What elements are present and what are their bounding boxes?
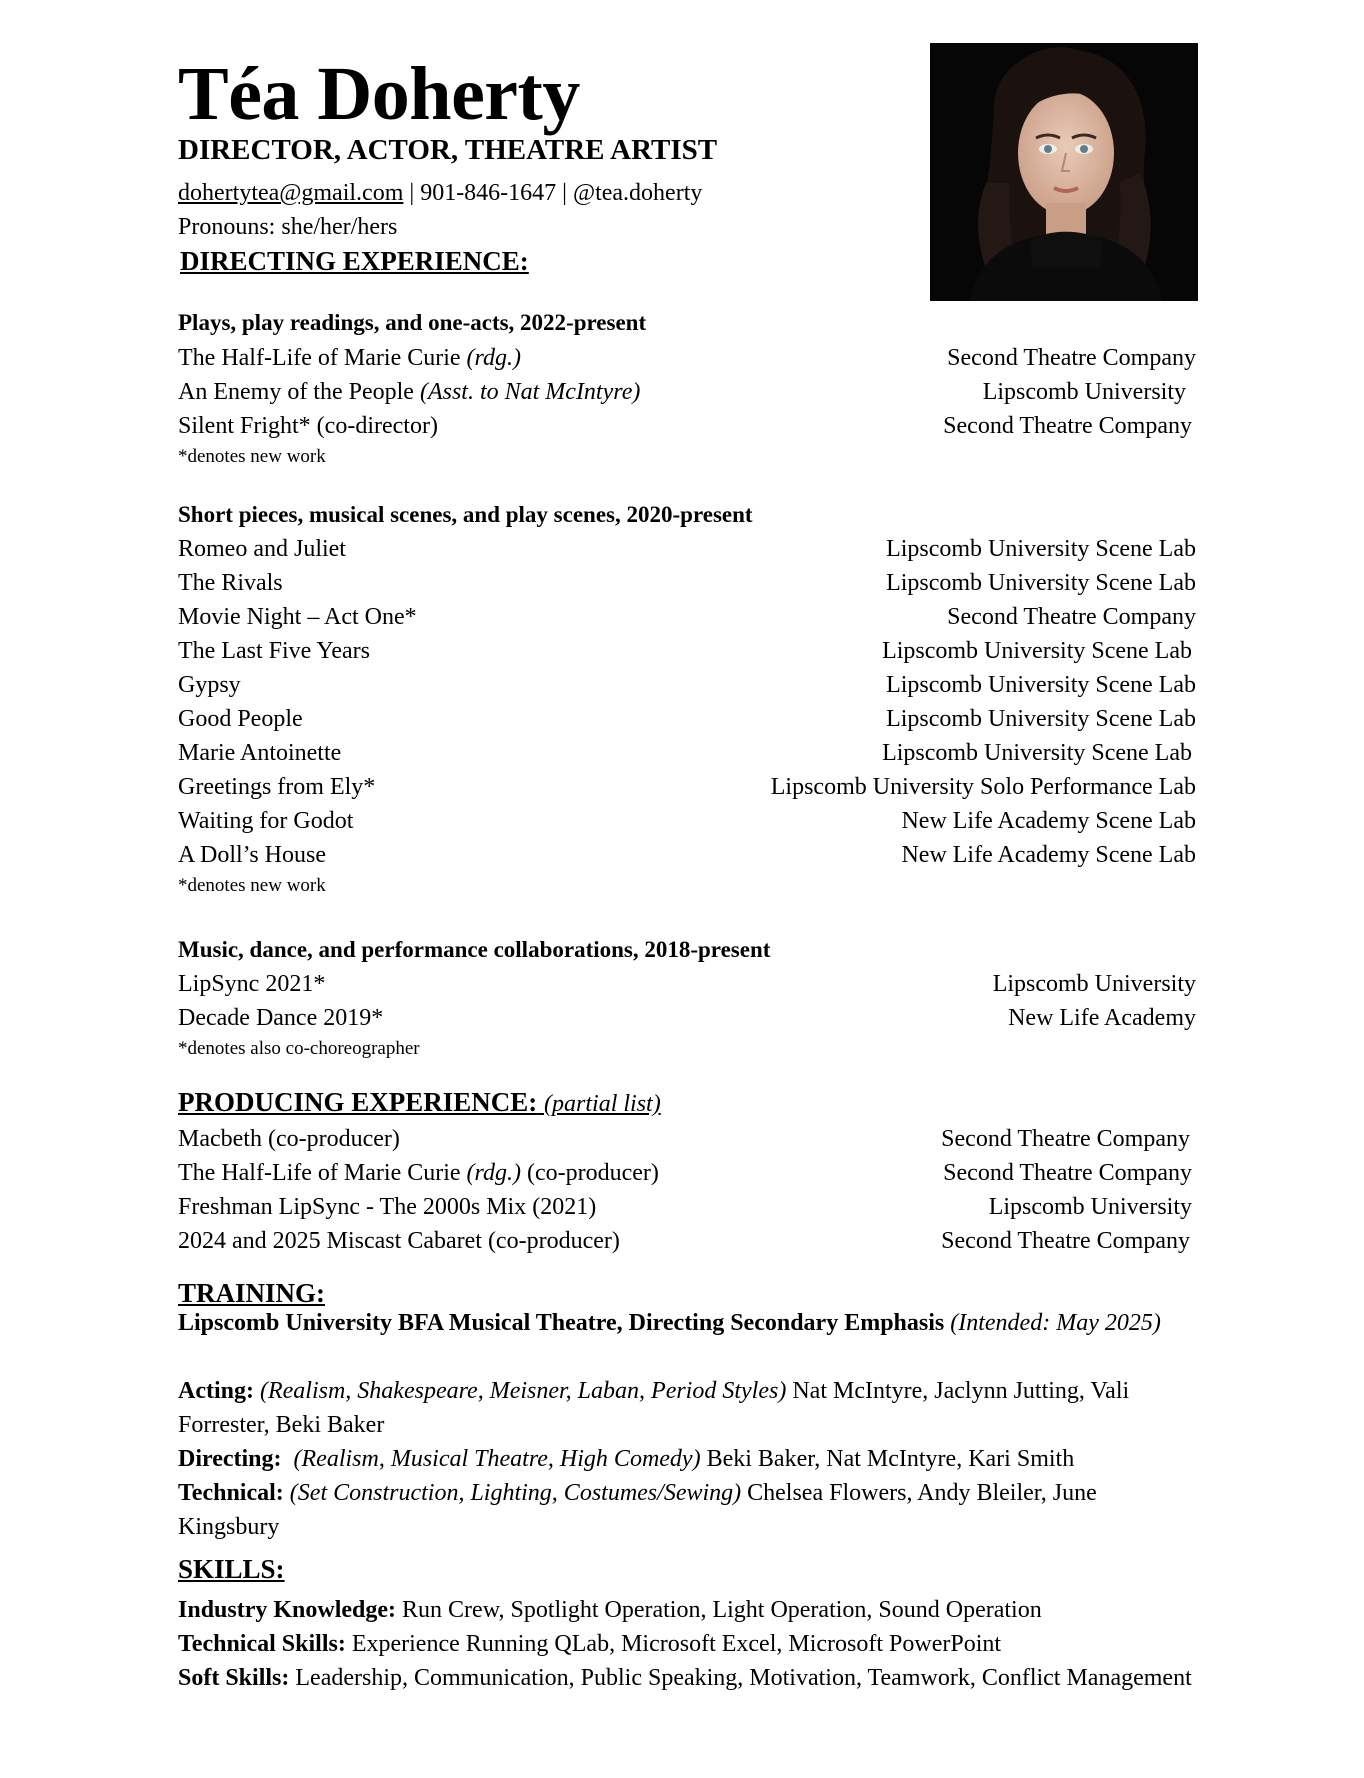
- acting-styles: (Realism, Shakespeare, Meisner, Laban, Period Styles): [259, 1378, 787, 1404]
- list-item: [178, 968, 1196, 1000]
- short-pieces-heading: Short pieces, musical scenes, and play scenes, 2020-present: [178, 502, 753, 527]
- list-item: [178, 737, 1196, 769]
- item-title: 2024 and 2025 Miscast Cabaret (co-producer): [178, 1228, 620, 1254]
- item-title: Gypsy: [178, 672, 241, 698]
- item-venue: Lipscomb University Solo Performance Lab: [770, 774, 1196, 800]
- skills-soft: [178, 1661, 1198, 1695]
- list-item: [178, 533, 1196, 565]
- item-venue: Second Theatre Company: [947, 604, 1196, 630]
- item-note: (rdg.): [466, 345, 521, 371]
- list-item: [178, 601, 1196, 633]
- item-title: Freshman LipSync - The 2000s Mix (2021): [178, 1194, 597, 1220]
- footnote: *denotes new work: [178, 446, 326, 467]
- list-item: [178, 567, 1196, 599]
- directing-heading: DIRECTING EXPERIENCE:: [180, 246, 529, 276]
- item-title: Good People: [178, 706, 303, 732]
- item-note: (rdg.): [466, 1160, 521, 1186]
- email-link[interactable]: dohertytea@gmail.com: [178, 180, 404, 206]
- social-handle: @tea.doherty: [572, 180, 703, 206]
- skills-heading: SKILLS:: [178, 1554, 285, 1584]
- item-venue: Lipscomb University Scene Lab: [886, 672, 1196, 698]
- resume-name: Téa Doherty: [178, 52, 580, 136]
- training-technical: [178, 1476, 1198, 1544]
- item-venue: Second Theatre Company: [941, 1228, 1190, 1254]
- item-venue: Second Theatre Company: [941, 1126, 1190, 1152]
- music-heading: Music, dance, and performance collaborations, 2018-present: [178, 937, 771, 962]
- item-venue: Lipscomb University: [988, 1194, 1192, 1220]
- producing-heading: [178, 1087, 661, 1118]
- item-title: Romeo and Juliet: [178, 536, 346, 562]
- item-venue: New Life Academy: [1008, 1005, 1196, 1031]
- technical-skills-label: Technical Skills:: [178, 1631, 346, 1657]
- item-title: Marie Antoinette: [178, 740, 342, 766]
- item-venue: Lipscomb University Scene Lab: [882, 740, 1192, 766]
- item-note: (Asst. to Nat McIntyre): [419, 379, 641, 405]
- training-program: [178, 1306, 1198, 1340]
- item-title: The Last Five Years: [178, 638, 370, 664]
- item-venue: Lipscomb University Scene Lab: [882, 638, 1192, 664]
- item-title: A Doll’s House: [178, 842, 327, 868]
- item-title: An Enemy of the People: [178, 379, 414, 405]
- headshot-photo: [930, 43, 1198, 301]
- item-venue: Lipscomb University Scene Lab: [886, 706, 1196, 732]
- training-program-note: (Intended: May 2025): [950, 1310, 1161, 1336]
- item-title: Silent Fright* (co-director): [178, 413, 438, 439]
- item-venue: Lipscomb University Scene Lab: [886, 536, 1196, 562]
- item-venue: New Life Academy Scene Lab: [901, 842, 1196, 868]
- list-item: [178, 805, 1196, 837]
- list-item: [178, 1157, 1196, 1189]
- plays-heading: Plays, play readings, and one-acts, 2022-present: [178, 310, 647, 335]
- technical-teachers: Chelsea Flowers, Andy Bleiler, June Kingsbury: [178, 1480, 1097, 1540]
- list-item: [178, 410, 1196, 442]
- list-item: [178, 839, 1196, 871]
- item-venue: Second Theatre Company: [943, 413, 1192, 439]
- item-title: The Rivals: [178, 570, 283, 596]
- list-item: [178, 703, 1196, 735]
- technical-label: Technical:: [178, 1480, 284, 1506]
- phone-number: 901-846-1647: [420, 180, 557, 206]
- item-title: Macbeth (co-producer): [178, 1126, 400, 1152]
- training-program-name: Lipscomb University BFA Musical Theatre, Directing Secondary Emphasis: [178, 1310, 945, 1336]
- footnote: *denotes new work: [178, 875, 326, 896]
- training-directing: [178, 1442, 1198, 1476]
- industry-skills: Run Crew, Spotlight Operation, Light Operation, Sound Operation: [402, 1597, 1042, 1623]
- directing-label: Directing:: [178, 1446, 282, 1472]
- list-item: [178, 635, 1196, 667]
- list-item: [178, 771, 1196, 803]
- list-item: [178, 669, 1196, 701]
- list-item: [178, 1225, 1196, 1257]
- item-title: Greetings from Ely*: [178, 774, 376, 800]
- soft-skills: Leadership, Communication, Public Speaking, Motivation, Teamwork, Conflict Management: [295, 1665, 1192, 1691]
- list-item: [178, 376, 1196, 408]
- footnote: *denotes also co-choreographer: [178, 1038, 420, 1059]
- item-title: Decade Dance 2019*: [178, 1005, 384, 1031]
- item-venue: New Life Academy Scene Lab: [901, 808, 1196, 834]
- item-venue: Lipscomb University Scene Lab: [886, 570, 1196, 596]
- item-title: Movie Night – Act One*: [178, 604, 417, 630]
- technical-skills: Experience Running QLab, Microsoft Excel, Microsoft PowerPoint: [351, 1631, 1002, 1657]
- skills-technical: [178, 1627, 1198, 1661]
- acting-teachers: Nat McIntyre, Jaclynn Jutting, Vali Forrester, Beki Baker: [178, 1378, 1130, 1438]
- item-venue: Lipscomb University: [992, 971, 1196, 997]
- list-item: [178, 1191, 1196, 1223]
- item-venue: Second Theatre Company: [943, 1160, 1192, 1186]
- resume-subtitle: DIRECTOR, ACTOR, THEATRE ARTIST: [178, 134, 718, 166]
- item-venue: Lipscomb University: [982, 379, 1186, 405]
- item-title: Waiting for Godot: [178, 808, 354, 834]
- item-title: LipSync 2021*: [178, 971, 326, 997]
- item-extra: (co-producer): [526, 1160, 659, 1186]
- item-venue: Second Theatre Company: [947, 345, 1196, 371]
- technical-styles: (Set Construction, Lighting, Costumes/Sewing): [289, 1480, 742, 1506]
- directing-styles: (Realism, Musical Theatre, High Comedy): [293, 1446, 701, 1472]
- headshot-illustration: [930, 43, 1198, 301]
- item-title: The Half-Life of Marie Curie: [178, 345, 461, 371]
- item-title: The Half-Life of Marie Curie: [178, 1160, 461, 1186]
- training-acting: [178, 1374, 1198, 1442]
- list-item: [178, 1002, 1196, 1034]
- list-item: [178, 342, 1196, 374]
- training-heading: TRAINING:: [178, 1278, 326, 1308]
- soft-skills-label: Soft Skills:: [178, 1665, 290, 1691]
- industry-label: Industry Knowledge:: [178, 1597, 397, 1623]
- list-item: [178, 1123, 1196, 1155]
- acting-label: Acting:: [178, 1378, 254, 1404]
- directing-teachers: Beki Baker, Nat McIntyre, Kari Smith: [706, 1446, 1075, 1472]
- pronouns: Pronouns: she/her/hers: [178, 214, 398, 240]
- producing-note: (partial list): [544, 1091, 661, 1117]
- contact-line: dohertytea@gmail.com | 901-846-1647 | @tea.doherty: [178, 180, 703, 206]
- producing-heading-text: PRODUCING EXPERIENCE:: [178, 1087, 538, 1117]
- skills-industry: [178, 1593, 1198, 1627]
